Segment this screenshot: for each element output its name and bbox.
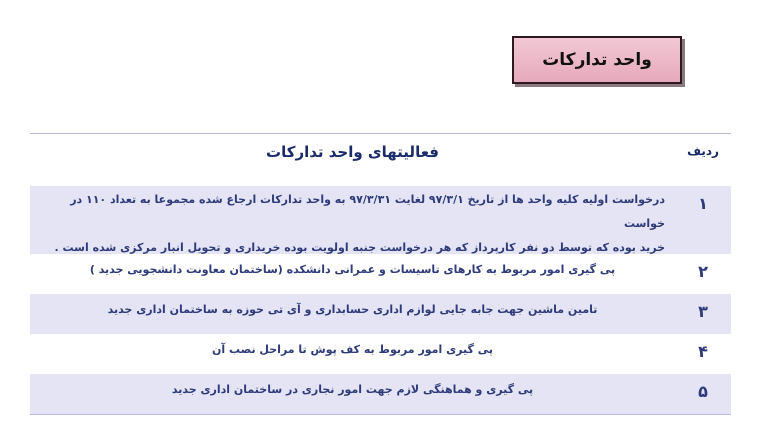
table-row bbox=[30, 186, 731, 254]
page-title-box bbox=[512, 36, 682, 84]
row-number: ۲ bbox=[698, 262, 708, 281]
row-text: پی گیری و هماهنگی لازم جهت امور نجاری در ساختمان اداری جدید bbox=[171, 383, 534, 396]
table-row bbox=[30, 374, 731, 414]
row-text: تامین ماشین جهت جابه جایی لوازم اداری حسابداری و آی تی حوزه به ساختمان اداری جدید bbox=[107, 303, 598, 316]
row-text: پی گیری امور مربوط به کف پوش تا مراحل نصب آن bbox=[212, 343, 493, 356]
row-number: ۱ bbox=[698, 194, 708, 213]
row-text-line: درخواست اولیه کلیه واحد ها از تاریخ ۹۷/۳/۱ لغایت ۹۷/۳/۳۱ به واحد تدارکات ارجاع شده مجموعا به تعداد ۱۱۰ در خواست bbox=[70, 193, 665, 230]
table-row bbox=[30, 294, 731, 334]
row-text bbox=[30, 188, 675, 254]
header-activities: فعالیتهای واحد تدارکات bbox=[266, 143, 439, 161]
page-title: واحد تدارکات bbox=[542, 50, 652, 70]
activities-table bbox=[30, 133, 731, 415]
table-header bbox=[30, 134, 731, 186]
table-row bbox=[30, 254, 731, 294]
table-row bbox=[30, 334, 731, 374]
row-number: ۴ bbox=[698, 342, 708, 361]
row-number: ۳ bbox=[698, 302, 708, 321]
row-number: ۵ bbox=[698, 382, 708, 401]
row-text: پی گیری امور مربوط به کارهای تاسیسات و عمرانی دانشکده (ساختمان معاونت دانشجویی جدید ) bbox=[89, 263, 616, 276]
header-row-number: ردیف bbox=[687, 144, 719, 158]
row-text-line: خرید بوده که توسط دو نفر کارپرداز که هر درخواست جنبه اولویت بوده خریداری و تحویل انبار مرکزی شده است . bbox=[54, 241, 665, 254]
